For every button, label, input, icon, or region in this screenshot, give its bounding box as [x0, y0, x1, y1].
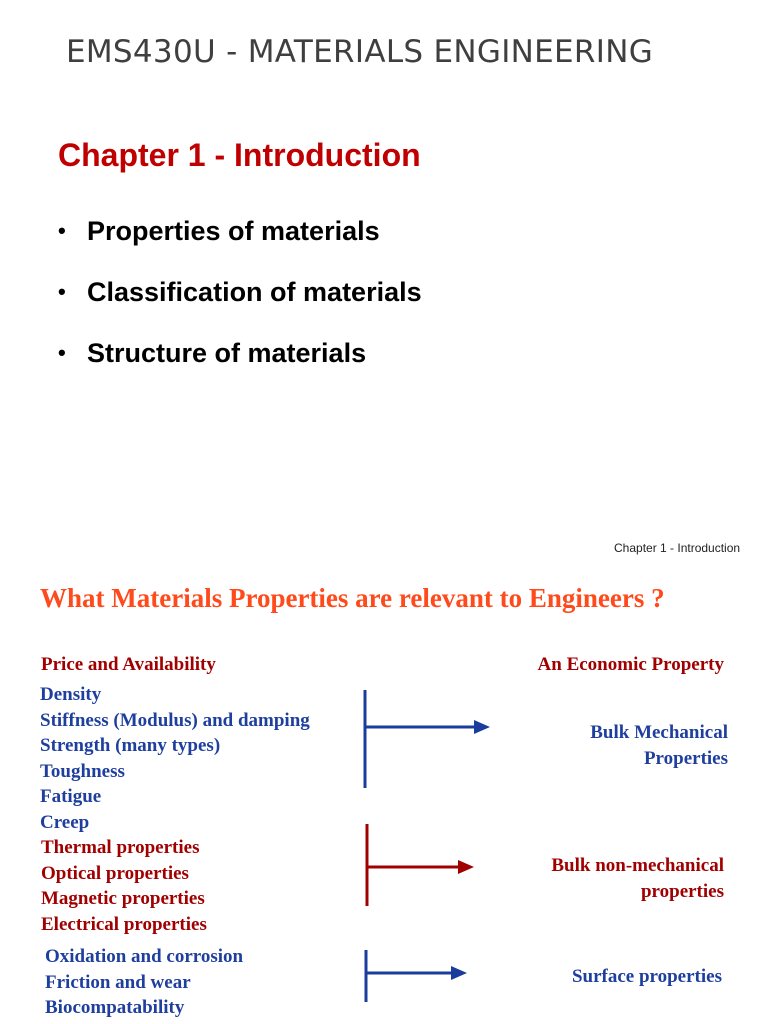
slide-footer-label: Chapter 1 - Introduction [614, 541, 741, 555]
list-item: Optical properties [41, 862, 189, 884]
list-item: Thermal properties [41, 837, 200, 858]
slide-heading: What Materials Properties are relevant to Engineers ? [40, 583, 665, 613]
economic-category: An Economic Property [537, 654, 724, 675]
topic-item [58, 322, 422, 383]
list-item: Density [40, 684, 102, 705]
list-item: Strength (many types) [40, 735, 221, 757]
category-line: Bulk Mechanical [590, 722, 728, 743]
economic-item: Price and Availability [41, 654, 216, 675]
document-title: EMS430U - MATERIALS ENGINEERING [66, 34, 654, 70]
surface-properties-list [45, 944, 243, 1021]
mechanical-properties-list [40, 682, 310, 836]
category-line: Bulk non-mechanical [551, 855, 724, 876]
topic-item [58, 200, 422, 261]
list-item: Stiffness (Modulus) and damping [40, 709, 310, 731]
category-line: properties [640, 881, 724, 902]
non-mechanical-bracket-arrow-icon [362, 824, 482, 908]
list-item: Creep [40, 811, 90, 833]
list-item: Magnetic properties [41, 888, 205, 910]
category-line: Properties [643, 748, 728, 769]
bullet-icon: • [58, 278, 66, 304]
chapter-heading: Chapter 1 - Introduction [58, 137, 421, 173]
list-item: Biocompatability [45, 997, 185, 1019]
topic-text: Structure of materials [87, 337, 367, 368]
non-mechanical-category [551, 853, 724, 905]
mechanical-bracket-arrow-icon [360, 690, 500, 790]
bullet-icon: • [58, 339, 66, 365]
topic-text: Properties of materials [87, 215, 380, 246]
list-item: Fatigue [40, 786, 102, 808]
list-item: Friction and wear [45, 971, 191, 993]
non-mechanical-properties-list [41, 835, 207, 937]
list-item: Electrical properties [41, 913, 207, 935]
topic-text: Classification of materials [87, 276, 422, 307]
surface-category: Surface properties [571, 966, 722, 987]
bullet-icon: • [58, 217, 66, 243]
topic-item [58, 261, 422, 322]
list-item: Oxidation and corrosion [45, 946, 244, 967]
surface-bracket-arrow-icon [361, 950, 481, 1004]
list-item: Toughness [40, 760, 125, 782]
mechanical-category [590, 720, 728, 772]
topic-list [58, 200, 422, 383]
